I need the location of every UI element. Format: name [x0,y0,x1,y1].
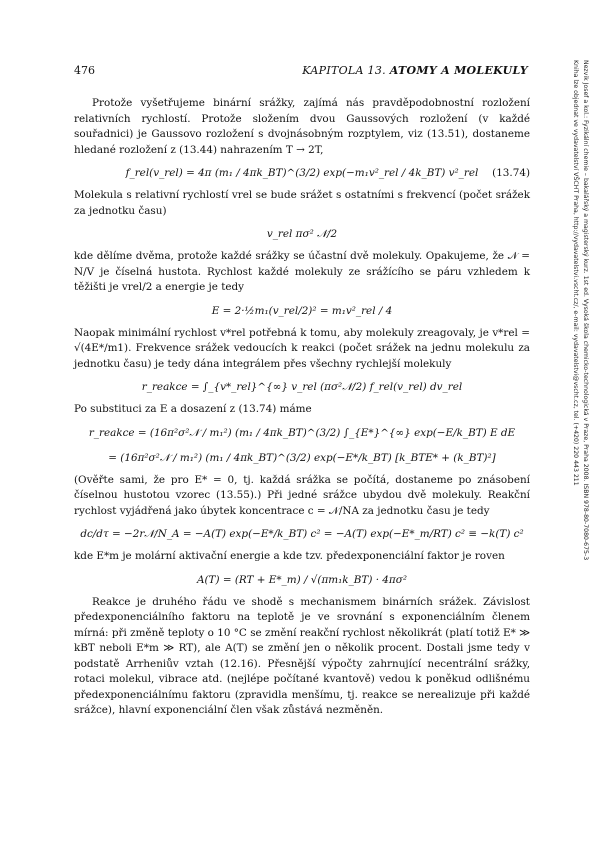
equation-energy [74,301,530,321]
collision-frequency-formula: v_rel πσ² 𝒩/2 [266,228,338,240]
equation-collision-frequency [74,224,530,244]
energy-formula: E = 2·½m₁(v_rel/2)² = m₁v²_rel / 4 [211,304,393,317]
equation-substitution-line-1 [74,423,530,443]
main-text [74,96,530,719]
equation-reaction-rate-integral [74,377,530,397]
running-header [74,64,528,80]
paragraph-2: Molekula s relativní rychlostí vrel se bude srážet s ostatními s frekvencí (počet srážek za jednotku času) [74,189,530,217]
equation-preexponential-factor [74,570,530,590]
paragraph-8: Reakce je druhého řádu ve shodě s mechanismem binárních srážek. Závislost předexponenciálního faktoru na teplotě je ve srovnání s exponenciálním členem mírná: při změně teploty o 10 °C se změní reakční rychlost několikrát (platí totiž E* ≫ kBT neboli E*m ≫ RT), ale A(T) se změní jen o několik procent. Dostali jsme tedy v podstatě Arrheniův vztah (12.16). Přesnější výpočty zahrnující necentrální srážky, rotaci molekul, vibrace atd. (nejlépe počítané kvantově) vedou k poněkud odlišnému předexponenciálnímu faktoru (zpravidla menšímu, tj. reakce se nerealizuje při každé srážce), hlavní exponenciální člen však zůstává nezměněn. [74,595,530,716]
chapter-label: KAPITOLA 13. [302,64,386,77]
paragraph-5: Po substituci za E a dosazení z (13.74) máme [74,403,312,415]
equation-rate-law [74,524,530,544]
equation-13-74-number: (13.74) [492,167,530,179]
paragraph-4: Naopak minimální rychlost v*rel potřebná k tomu, aby molekuly zreagovaly, je v*rel = √(4E*/m1). Frekvence srážek vedoucích k reakci (počet srážek na jednu molekulu za jednotku času) je tedy dána integrálem přes všechny rychlejší molekuly [74,326,530,370]
substitution-line-1-formula: r_reakce = (16π²σ²𝒩 / m₁²) (m₁ / 4πk_BT)^(3/2) ∫_{E*}^{∞} exp(−E/k_BT) E dE [88,426,516,439]
citation-note: Nezvik Josef a kol.: Fyzikální chemie – bakalářský a magisterský kurz. 1st ed. Vysoká škola chemicko-technologická v Praze, Praha 2008. ISBN 978-80-7080-675-3 [582,60,589,561]
paragraph-1: Protože vyšetřujeme binární srážky, zajímá nás pravděpodobnostní rozložení relativních rychlostí. Protože složením dvou Gaussových rozložení (v každé souřadnici) je Gaussovo rozložení s dvojnásobným rozptylem, viz (13.51), dostaneme hledané rozložení z (13.44) nahrazením T → 2T, [74,97,530,156]
preexponential-factor-formula: A(T) = (RT + E*_m) / √(πm₁k_BT) · 4πσ² [196,573,408,586]
chapter-title: ATOMY A MOLEKULY [389,64,528,77]
publisher-note: Kniha lze objednat ve vydavatelství VŠCHT Praha, http://vydavatelstvi.vscht.cz/, e-mail: vydavatelstvi@vscht.cz, tel. (+420) 220 443 211 [572,60,579,486]
paragraph-3: kde dělíme dvěma, protože každé srážky se účastní dvě molekuly. Opakujeme, že 𝒩 = N/V je číselná hustota. Rychlost každé molekuly ze srážícího se páru vzhledem k těžišti je vrel/2 a energie je tedy [74,250,530,293]
rate-law-formula: dc/dτ = −2r𝒩/N_A = −A(T) exp(−E*/k_BT) c² = −A(T) exp(−E*_m/RT) c² ≡ −k(T) c² [80,528,524,540]
equation-substitution-line-2 [74,448,530,468]
equation-13-74 [74,163,530,183]
side-margin-notes [566,60,594,680]
reaction-rate-integral-formula: r_reakce = ∫_{v*_rel}^{∞} v_rel (πσ²𝒩/2) f_rel(v_rel) dv_rel [141,381,463,393]
page-number: 476 [74,64,95,77]
paragraph-7: kde E*m je molární aktivační energie a kde tzv. předexponenciální faktor je roven [74,550,505,562]
substitution-line-2-formula: = (16π²σ²𝒩 / m₁²) (m₁ / 4πk_BT)^(3/2) exp(−E*/k_BT) [k_BTE* + (k_BT)²] [108,451,496,464]
chapter-heading [302,64,528,77]
paragraph-6: (Ověřte sami, že pro E* = 0, tj. každá srážka se počítá, dostaneme po znásobení číselnou hustotou vzorec (13.55).) Při jedné srážce ubydou dvě molekuly. Reakční rychlost vyjádřená jako úbytek koncentrace c = 𝒩/NA za jednotku času je tedy [74,473,530,517]
equation-13-74-formula: f_rel(v_rel) = 4π (m₁ / 4πk_BT)^(3/2) exp(−m₁v²_rel / 4k_BT) v²_rel [125,167,479,179]
